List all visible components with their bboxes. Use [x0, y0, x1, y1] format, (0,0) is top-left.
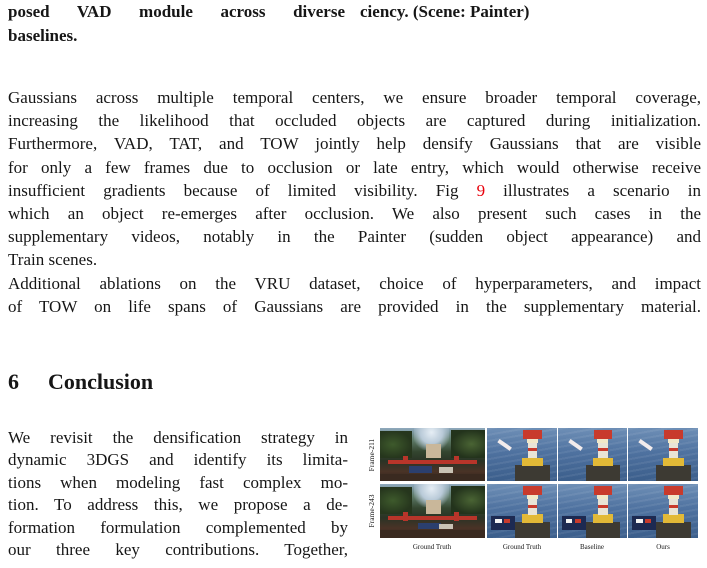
image-ground-truth-crop-frame-243 [487, 484, 557, 538]
body-line: Train scenes. [8, 250, 98, 270]
body-line: for only a few frames due to occlusion or late entry, which would otherwise receive [8, 157, 701, 177]
column-label-baseline: Baseline [579, 543, 605, 551]
row-label-frame-243: Frame-243 [367, 494, 376, 528]
figure-caption-left [8, 0, 345, 48]
body-line: which an object re-emerges after occlusion. We also present such cases in the [8, 204, 701, 224]
image-ours-crop-frame-243 [628, 484, 698, 538]
body-paragraphs [8, 86, 701, 318]
figure-caption-right [360, 0, 700, 24]
body-text-fragment: insufficient gradients because of limited visibility. Fig [8, 180, 477, 200]
conclusion-line: tions when modeling fast complex mo- [8, 472, 348, 492]
conclusion-line: tion. To address this, we propose a de- [8, 495, 348, 515]
caption-left-line-1: posed VAD module across diverse [8, 2, 345, 21]
conclusion-line: our three key contributions. Together, [8, 540, 348, 560]
body-line: supplementary videos, notably in the Painter (sudden object appearance) and [8, 227, 701, 247]
caption-left-line-2: baselines. [8, 26, 78, 45]
caption-right-line-1: ciency. (Scene: Painter) [360, 2, 530, 21]
body-text-fragment: illustrates a scenario in [485, 180, 701, 200]
column-label-ground-truth-crop: Ground Truth [502, 543, 542, 551]
body-line: Gaussians across multiple temporal centers, we ensure broader temporal coverage, [8, 88, 701, 107]
conclusion-line: formation formulation complemented by [8, 517, 348, 537]
row-label-frame-211: Frame-211 [367, 438, 376, 472]
body-line: Furthermore, VAD, TAT, and TOW jointly help densify Gaussians that are visible [8, 134, 701, 154]
body-line: increasing the likelihood that occluded objects are captured during initialization. [8, 111, 701, 131]
section-number: 6 [8, 369, 19, 394]
body-line: Additional ablations on the VRU dataset, choice of hyperparameters, and impact [8, 273, 701, 293]
image-baseline-crop-frame-211 [558, 428, 627, 481]
image-ground-truth-full-frame-243 [380, 484, 485, 538]
body-line-with-figure-reference [8, 179, 701, 202]
image-ours-crop-frame-211 [628, 428, 698, 481]
image-ground-truth-full-frame-211 [380, 428, 485, 481]
column-label-ground-truth-full: Ground Truth [412, 543, 452, 551]
section-heading [8, 369, 153, 395]
section-title: Conclusion [48, 369, 154, 394]
body-line: of TOW on life spans of Gaussians are provided in the supplementary material. [8, 296, 701, 316]
conclusion-paragraph [8, 427, 348, 561]
conclusion-line: We revisit the densification strategy in [8, 428, 348, 447]
column-label-ours: Ours [656, 543, 670, 551]
figure-reference-link[interactable]: 9 [476, 180, 486, 200]
conclusion-line: dynamic 3DGS and identify its limita- [8, 450, 348, 470]
image-baseline-crop-frame-243 [558, 484, 627, 538]
image-ground-truth-crop-frame-211 [487, 428, 557, 481]
